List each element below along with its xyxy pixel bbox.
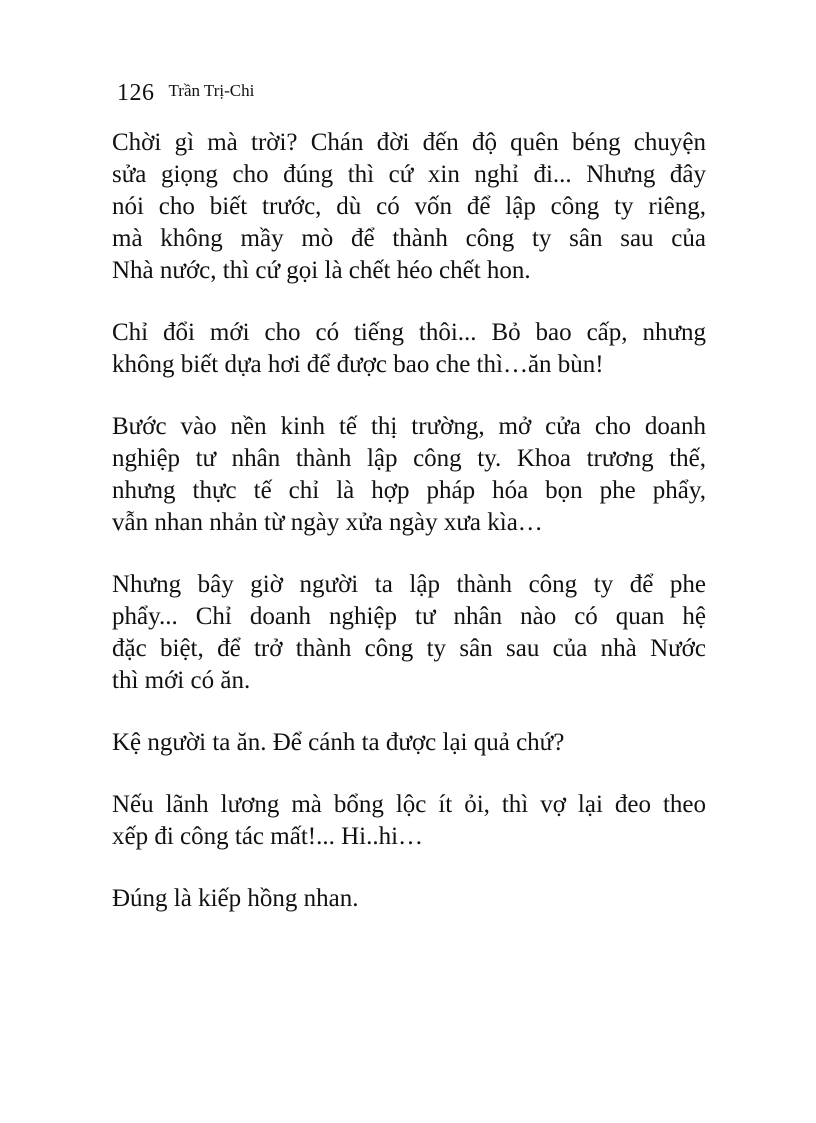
- paragraph-3: [112, 411, 706, 539]
- paragraph-1: [112, 127, 706, 287]
- text-line: Nhưng bây giờ người ta lập thành công ty để phe: [112, 571, 706, 598]
- text-line: Bước vào nền kinh tế thị trường, mở cửa cho doanh: [112, 413, 706, 440]
- text-line: xếp đi công tác mất!... Hi..hi…: [112, 823, 424, 850]
- body-text: [112, 127, 706, 945]
- text-line: Nhà nước, thì cứ gọi là chết héo chết hon.: [112, 257, 531, 284]
- text-line: thì mới có ăn.: [112, 667, 251, 694]
- paragraph-6: [112, 789, 706, 853]
- text-line: Chỉ đổi mới cho có tiếng thôi... Bỏ bao cấp, nhưng: [112, 319, 706, 346]
- text-line: Chời gì mà trời? Chán đời đến độ quên béng chuyện: [112, 129, 706, 156]
- text-line: Kệ người ta ăn. Để cánh ta được lại quả chứ?: [112, 729, 565, 756]
- paragraph-2: [112, 317, 706, 381]
- paragraph-4: [112, 569, 706, 697]
- text-line: Đúng là kiếp hồng nhan.: [112, 885, 359, 912]
- text-line: nói cho biết trước, dù có vốn để lập công ty riêng,: [112, 193, 706, 220]
- page-header: [117, 80, 254, 110]
- paragraph-7: [112, 883, 706, 915]
- text-line: Nếu lãnh lương mà bổng lộc ít ỏi, thì vợ lại đeo theo: [112, 791, 706, 818]
- text-line: phẩy... Chỉ doanh nghiệp tư nhân nào có quan hệ: [112, 603, 706, 630]
- text-line: nghiệp tư nhân thành lập công ty. Khoa trương thế,: [112, 445, 706, 472]
- text-line: vẫn nhan nhản từ ngày xửa ngày xưa kìa…: [112, 509, 543, 536]
- text-line: sửa giọng cho đúng thì cứ xin nghỉ đi... Nhưng đây: [112, 161, 706, 188]
- paragraph-5: [112, 727, 706, 759]
- running-title: Trần Trị-Chi: [168, 81, 255, 100]
- text-line: không biết dựa hơi để được bao che thì…ăn bùn!: [112, 351, 604, 378]
- text-line: mà không mầy mò để thành công ty sân sau của: [112, 225, 706, 252]
- page-number: 126: [117, 80, 155, 106]
- text-line: nhưng thực tế chỉ là hợp pháp hóa bọn phe phẩy,: [112, 477, 706, 504]
- text-line: đặc biệt, để trở thành công ty sân sau của nhà Nước: [112, 635, 706, 662]
